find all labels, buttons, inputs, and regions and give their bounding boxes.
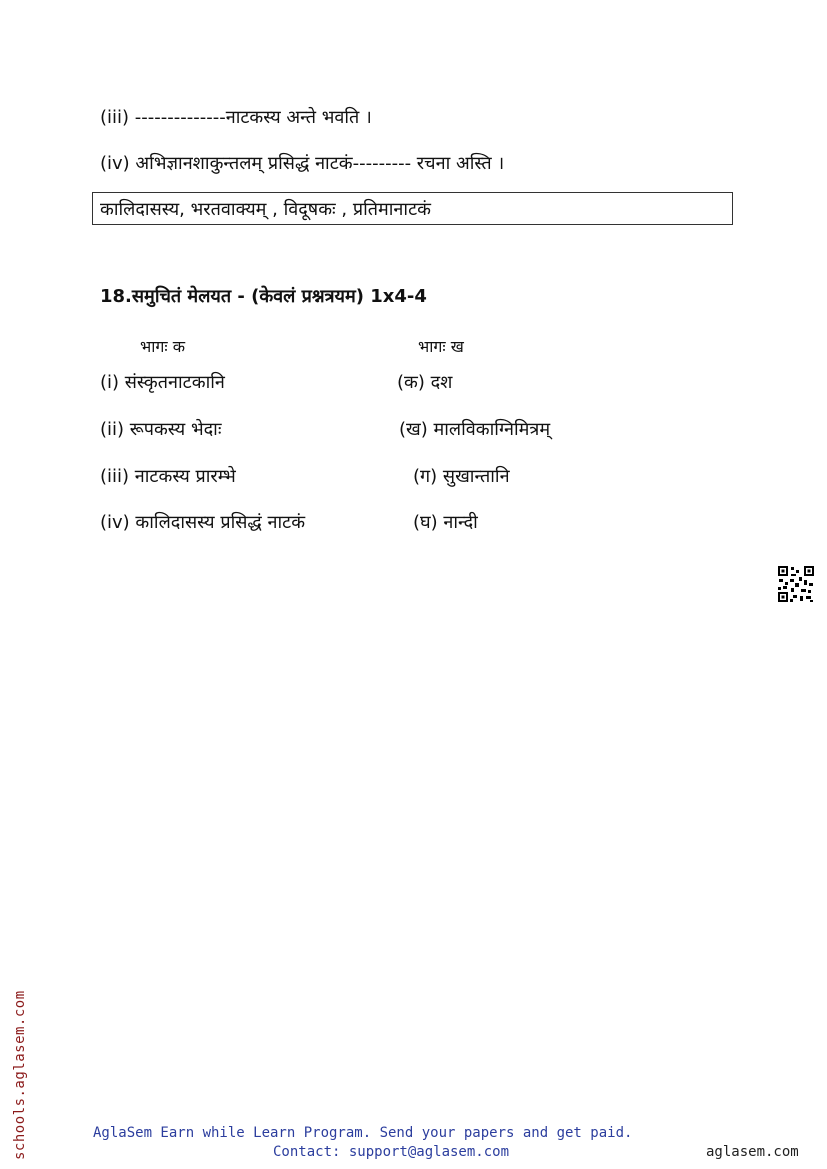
match-row-1-b: (क) दश — [397, 372, 453, 393]
fill-blank-iii: (iii) --------------नाटकस्य अन्ते भवति । — [100, 107, 372, 128]
match-row-2-b: (ख) मालविकाग्निमित्रम् — [399, 419, 551, 440]
question-18-heading: 18.समुचितं मेलयत - (केवलं प्रश्नत्रयम) 1x4-4 — [100, 286, 427, 307]
footer-contact-text: Contact: support@aglasem.com — [273, 1144, 510, 1160]
match-row-4-a: (iv) कालिदासस्य प्रसिद्धं नाटकं — [100, 512, 306, 533]
word-bank-text: कालिदासस्य, भरतवाक्यम् , विदूषकः , प्रतिमानाटकं — [100, 199, 431, 220]
match-row-3-b: (ग) सुखान्तानि — [413, 466, 510, 487]
qr-code-icon — [777, 565, 815, 603]
match-row-2-a: (ii) रूपकस्य भेदाः — [100, 419, 222, 440]
footer-program-text: AglaSem Earn while Learn Program. Send your papers and get paid. — [93, 1125, 633, 1141]
column-a-header: भागः क — [140, 337, 186, 356]
column-b-header: भागः ख — [418, 337, 464, 356]
footer-site-text: aglasem.com — [706, 1144, 799, 1160]
match-row-3-a: (iii) नाटकस्य प्रारम्भे — [100, 466, 236, 487]
match-row-1-a: (i) संस्कृतनाटकानि — [100, 372, 225, 393]
match-row-4-b: (घ) नान्दी — [413, 512, 478, 533]
side-watermark: schools.aglasem.com — [12, 990, 28, 1160]
fill-blank-iv: (iv) अभिज्ञानशाकुन्तलम् प्रसिद्धं नाटकं--------- रचना अस्ति । — [100, 153, 505, 174]
word-bank-box — [92, 192, 733, 225]
